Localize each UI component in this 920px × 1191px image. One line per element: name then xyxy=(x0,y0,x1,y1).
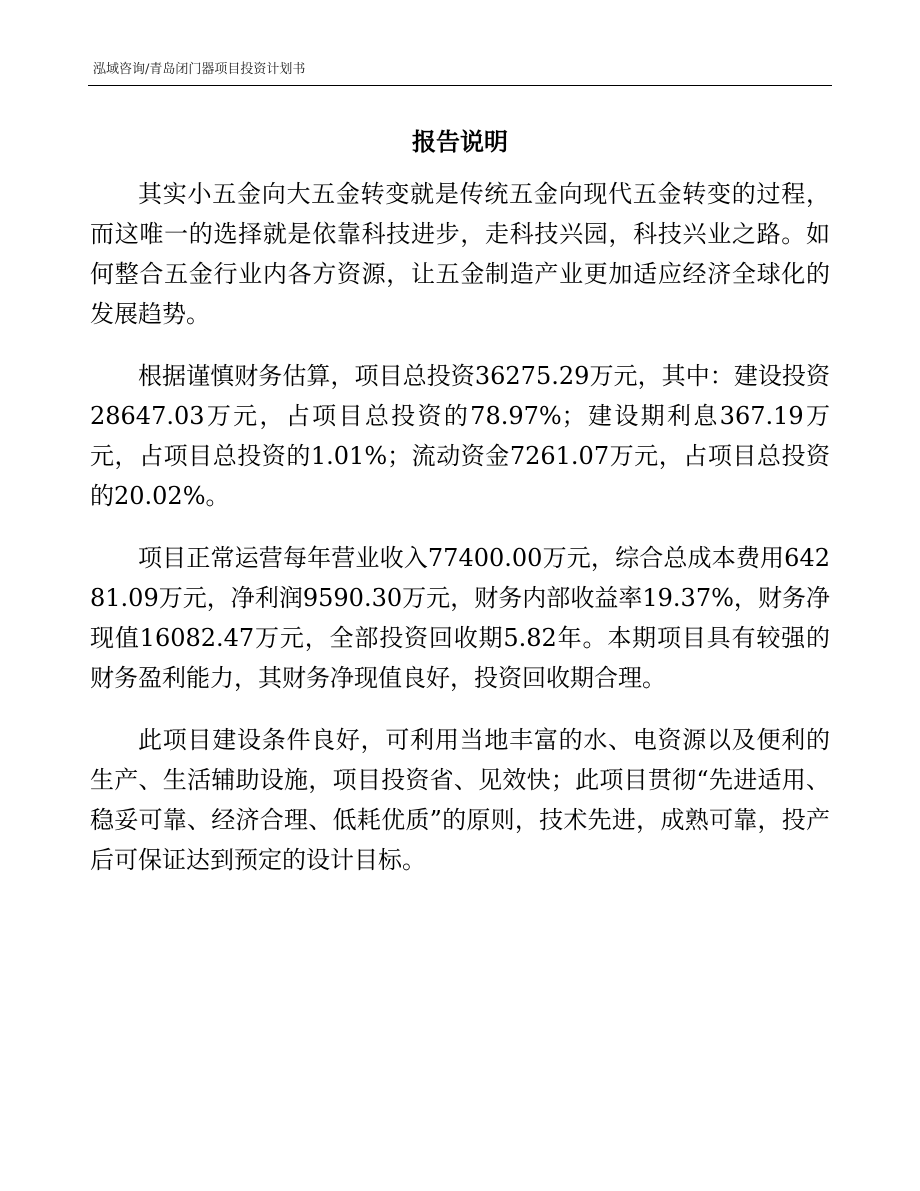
paragraph-financial-returns: 项目正常运营每年营业收入77400.00万元，综合总成本费用64281.09万元，净利润9590.30万元，财务内部收益率19.37%，财务净现值16082.47万元，全部投资回收期5.82年。本期项目具有较强的财务盈利能力，其财务净现值良好，投资回收期合理。 xyxy=(90,544,830,692)
running-header: 泓域咨询/青岛闭门器项目投资计划书 xyxy=(93,62,306,77)
paragraph-investment-summary: 根据谨慎财务估算，项目总投资36275.29万元，其中：建设投资28647.03万元，占项目总投资的78.97%；建设期利息367.19万元，占项目总投资的1.01%；流动资金7261.07万元，占项目总投资的20.02%。 xyxy=(90,362,830,510)
header-divider xyxy=(88,85,832,86)
page-title: 报告说明 xyxy=(412,127,508,156)
paragraph-project-conditions: 此项目建设条件良好，可利用当地丰富的水、电资源以及便利的生产、生活辅助设施，项目投资省、见效快；此项目贯彻“先进适用、稳妥可靠、经济合理、低耗优质”的原则，技术先进，成熟可靠，投产后可保证达到预定的设计目标。 xyxy=(90,726,830,874)
report-body xyxy=(90,174,830,902)
paragraph-industry-transition: 其实小五金向大五金转变就是传统五金向现代五金转变的过程，而这唯一的选择就是依靠科技进步，走科技兴园，科技兴业之路。如何整合五金行业内各方资源，让五金制造产业更加适应经济全球化的发展趋势。 xyxy=(90,180,830,328)
